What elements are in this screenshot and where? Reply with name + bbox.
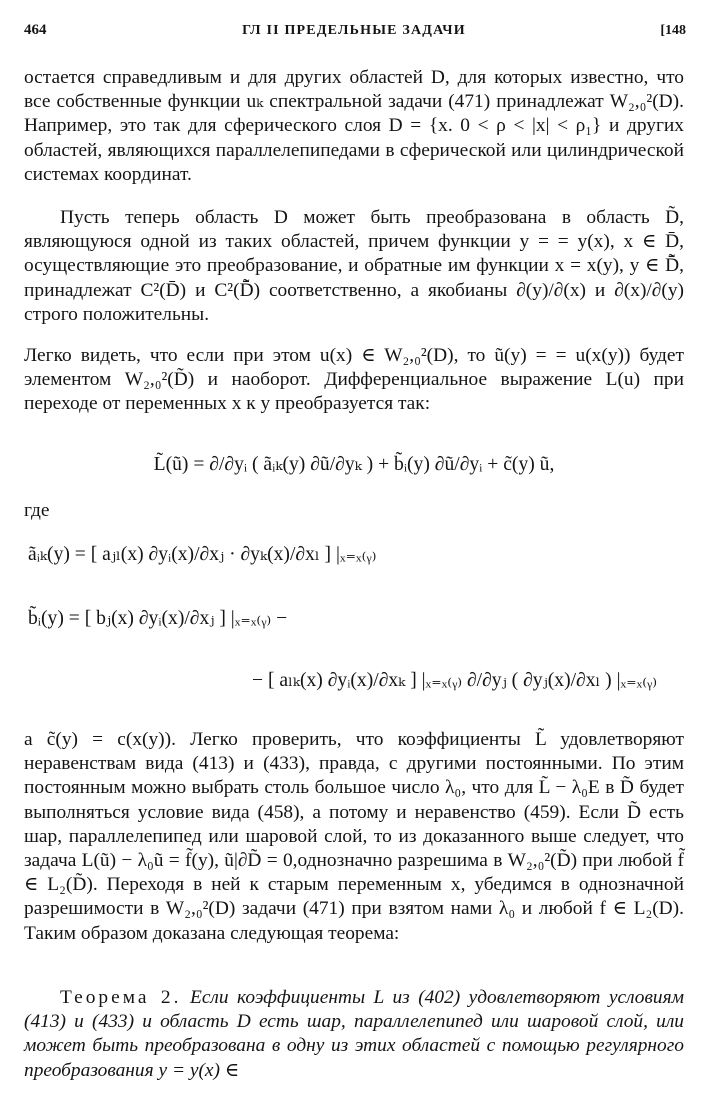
paragraph-4 [24,728,684,946]
theorem-label: Теорема 2. [60,987,182,1008]
page-number: 464 [24,22,47,38]
paragraph-1-text: остается справедливым и для других областей D, для которых известно, что все собственные функции uₖ спектральной задачи (471) принадлежат W₂,₀²(D). Например, это так для сферического слоя D = {x. 0 < ρ < |x| < ρ₁} и других областей, являющихся параллелепипедами в сферической или цилиндрической системах координат. [24,67,684,185]
paragraph-1 [24,66,684,187]
equation-b-line2: − [ aₗₖ(x) ∂yᵢ(x)/∂xₖ ] |ₓ₌ₓ₍ᵧ₎ ∂/∂yⱼ ( ∂yⱼ(x)/∂xₗ ) |ₓ₌ₓ₍ᵧ₎ [252,670,658,691]
equation-a: ãᵢₖ(y) = [ aⱼₗ(x) ∂yᵢ(x)/∂xⱼ · ∂yₖ(x)/∂xₗ ] |ₓ₌ₓ₍ᵧ₎ [28,544,377,565]
paragraph-3 [24,344,684,417]
equation-main: L̃(ũ) = ∂/∂yᵢ ( ãᵢₖ(y) ∂ũ/∂yₖ ) + b̃ᵢ(y) ∂ũ/∂yᵢ + c̃(y) ũ, [153,454,555,475]
page-header [0,20,708,46]
paragraph-3-text: Легко видеть, что если при этом u(x) ∈ W₂,₀²(D), то ũ(y) = = u(x(y)) будет элементом W₂,₀²(D̃) и наоборот. Дифференциальное выражение L(u) при переходе от переменных x к y преобразуется так: [24,345,684,415]
equation-b-line1: b̃ᵢ(y) = [ bⱼ(x) ∂yᵢ(x)/∂xⱼ ] |ₓ₌ₓ₍ᵧ₎ − [28,608,288,629]
paragraph-4-text: а c̃(y) = c(x(y)). Легко проверить, что коэффициенты L̃ удовлетворяют неравенствам вида (413) и (433), правда, с другими постоянными. По этим постоянным можно выбрать столь большое число λ₀, что для L̃ − λ₀E в D̃ будет выполняться условие вида (458), а потому и неравенство (459). Если D̃ есть шар, параллелепипед или шаровой слой, то из доказанного выше следует, что задача L(ũ) − λ₀ũ = f̃(y), ũ|∂D̃ = 0,однозначно разрешима в W₂,₀²(D̃) при любой f̃ ∈ L₂(D̃). Переходя в ней к старым переменным x, убедимся в однозначной разрешимости в W₂,₀²(D) задачи (471) при взятом нами λ₀ и любой f ∈ L₂(D). Таким образом доказана следующая теорема: [24,729,684,944]
where-label: где [24,500,50,521]
running-title: ГЛ II ПРЕДЕЛЬНЫЕ ЗАДАЧИ [242,23,466,38]
paragraph-2 [24,206,684,327]
section-number: [148 [660,23,686,38]
theorem-2 [24,986,684,1083]
paragraph-2-text: Пусть теперь область D может быть преобразована в область D̃, являющуюся одной из таких областей, причем функции y = = y(x), x ∈ D̄, осуществляющие это преобразование, и обратные им функции x = x(y), y ∈ D̃̄, принадлежат C²(D̄) и C²(D̃̄) соответственно, а якобианы ∂(y)/∂(x) и ∂(x)/∂(y) строго положительны. [24,207,684,325]
theorem-text: Если коэффициенты L из (402) удовлетворяют условиям (413) и (433) и область D есть шар, параллелепипед или шаровой слой, или может быть преобразована в одну из этих областей с помощью регулярного преобразования y = y(x) ∈ [24,987,684,1081]
